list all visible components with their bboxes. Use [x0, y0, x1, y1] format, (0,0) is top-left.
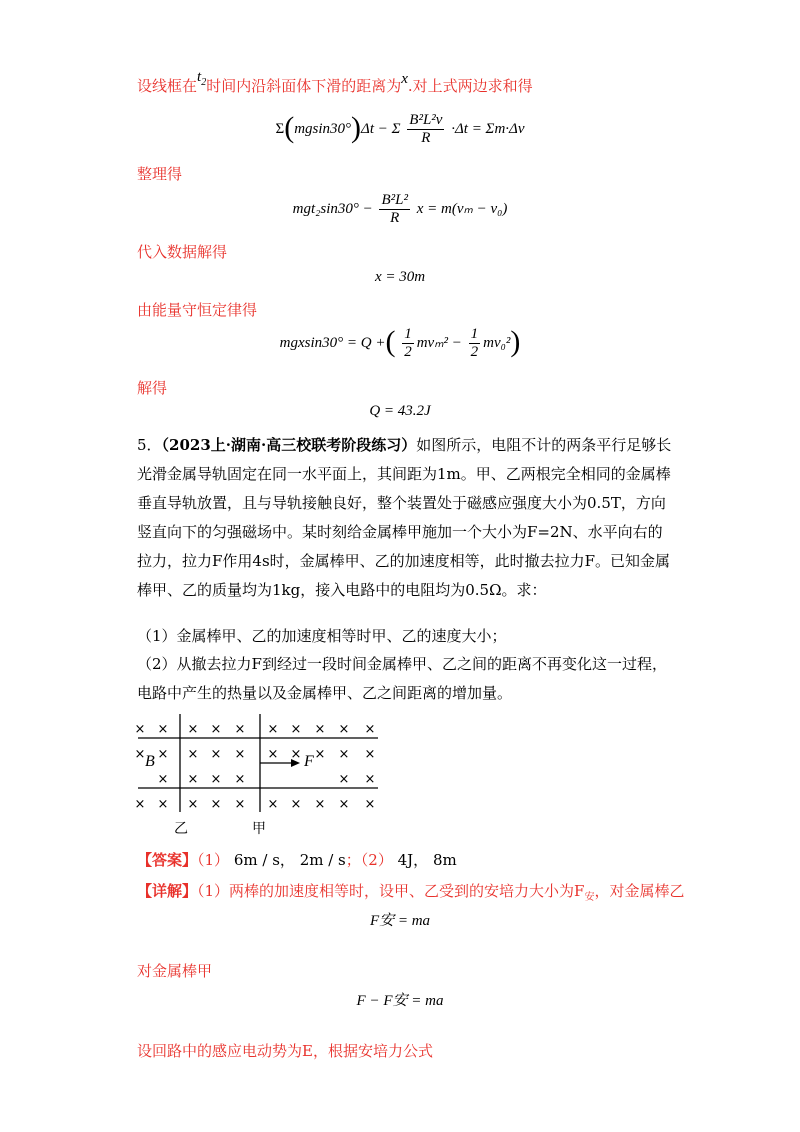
label-rod-yi: 乙 [174, 821, 188, 837]
question-1: （1）金属棒甲、乙的加速度相等时甲、乙的速度大小； [137, 627, 507, 645]
energy-label: 由能量守恒定律得 [137, 301, 258, 319]
intro-text-1: 设线框在 [137, 77, 198, 95]
var-x: x [401, 71, 408, 87]
rod-jia-label: 对金属棒甲 [137, 962, 213, 980]
answer-d: 8m [432, 851, 457, 869]
equation-7: F − F安 = ma [356, 993, 444, 1009]
equation-1: Σ(mgsin30°)Δt − Σ $\frac{\text{B²L²v}}{R}$ ·Δt = Σm·Δv [275, 110, 525, 146]
intro-text-3: .对上式两边求和得 [407, 77, 533, 95]
field-cross: × [267, 797, 279, 812]
eq1-sigma: Σ [275, 120, 285, 137]
eq2-denominator: R [390, 210, 400, 226]
eq4-half-den: 2 [404, 344, 412, 360]
field-cross: × [314, 722, 326, 737]
field-cross: × [134, 797, 146, 812]
field-cross: × [210, 722, 222, 737]
field-cross: × [267, 747, 279, 762]
eq1-dt: Δt − Σ [361, 120, 401, 137]
substitute-label: 代入数据解得 [137, 243, 228, 261]
problem-source: （2023上·湖南·高三校联考阶段练习） [161, 436, 417, 454]
answer-v2: 2m / s [299, 851, 346, 869]
field-cross: × [290, 747, 302, 762]
answer-line [137, 850, 457, 870]
field-cross: × [314, 797, 326, 812]
answer-v1: 6m / s [233, 851, 280, 869]
field-cross: × [364, 722, 376, 737]
eq2-numerator: B²L² [381, 192, 408, 208]
answer-tag: 【答案】 [137, 851, 198, 869]
field-cross: × [338, 797, 350, 812]
label-B: B [145, 753, 155, 770]
field-cross: × [187, 772, 199, 787]
eq4-half-den-2: 2 [470, 344, 479, 360]
field-cross: × [364, 772, 376, 787]
solve-label: 解得 [137, 379, 168, 397]
eq1-right: ·Δt = Σm·Δv [451, 120, 525, 137]
detail-text: （1）两棒的加速度相等时，设甲、乙受到的安培力大小为F [197, 882, 585, 900]
problem-text: 如图所示，电阻不计的两条平行足够长光滑金属导轨固定在同一水平面上，其间距为1m。甲、乙两根完全相同的金属棒垂直导轨放置，且与导轨接触良好，整个装置处于磁感应强度大小为0.5T，方向竖直向下的匀强磁场中。某时刻给金属棒甲施加一个大小为F=2N、水平向右的拉力，拉力F作用4s时，金属棒甲、乙的加速度相等，此时撤去拉力F。已知金属棒甲、乙的质量均为1kg，接入电路中的电阻均为0.5Ω。求： [137, 436, 672, 599]
answer-semi: ； [345, 851, 361, 869]
eq4-half-num-2: 1 [470, 326, 479, 342]
last-line: 设回路中的感应电动势为E，根据安培力公式 [137, 1042, 433, 1060]
answer-sep: ， [279, 851, 295, 869]
intro-text-2: 时间内沿斜面体下滑的距离为 [206, 77, 402, 95]
problem-number: 5． [137, 436, 162, 454]
detail-tail: ，对金属棒乙 [594, 882, 685, 900]
field-cross: × [157, 722, 169, 737]
eq4-half-num: 1 [404, 326, 412, 342]
field-cross: × [234, 772, 246, 787]
field-cross: × [187, 747, 199, 762]
equation-2 [0, 192, 800, 227]
detail-sub: 安 [584, 892, 595, 903]
tidy-label: 整理得 [137, 165, 183, 183]
field-cross: × [338, 747, 350, 762]
eq4-term2: mv₀² [483, 334, 511, 351]
question-2: （2）从撤去拉力F到经过一段时间金属棒甲、乙之间的距离不再变化这一过程，电路中产生的热量以及金属棒甲、乙之间距离的增加量。 [137, 655, 667, 702]
field-cross: × [210, 747, 222, 762]
field-cross: × [338, 772, 350, 787]
var-t-sub: 2 [201, 77, 207, 88]
eq2-right: x = m(vₘ − v₀) [416, 200, 508, 217]
answer-p1: （1） [197, 851, 230, 869]
field-cross: × [187, 722, 199, 737]
eq1-numerator: B²L²v [409, 112, 443, 128]
field-cross: × [234, 797, 246, 812]
field-cross: × [267, 722, 279, 737]
eq2-lead: mgt₂sin30° − [292, 200, 373, 217]
field-cross: × [157, 772, 169, 787]
eq1-denominator: R [421, 130, 431, 146]
var-t: t [197, 69, 202, 85]
eq4-term1: mvₘ² − [416, 334, 462, 351]
eq4-lead: mgxsin30° = Q + [279, 334, 386, 351]
field-cross: × [314, 747, 326, 762]
label-rod-jia: 甲 [252, 821, 266, 837]
label-F: F [304, 753, 314, 770]
field-cross: × [338, 722, 350, 737]
problem-5 [137, 431, 672, 605]
field-cross: × [187, 797, 199, 812]
field-cross: × [364, 747, 376, 762]
field-cross: × [134, 722, 146, 737]
equation-3: x = 30m [374, 269, 426, 285]
field-cross: × [134, 747, 146, 762]
eq1-paren: mgsin30° [294, 120, 352, 137]
field-cross: × [364, 797, 376, 812]
equation-6: F安 = ma [369, 913, 431, 929]
field-cross: × [210, 797, 222, 812]
field-cross: × [157, 747, 169, 762]
equation-4: mgxsin30° = Q +( $\frac{1}{2}$ mvₘ² − $\frac{1}{2}$ mv₀²) [279, 324, 521, 360]
answer-p2: （2） [360, 851, 393, 869]
field-cross: × [234, 722, 246, 737]
detail-line [137, 881, 685, 908]
field-cross: × [290, 722, 302, 737]
detail-tag: 【详解】 [137, 882, 198, 900]
equation-5: Q = 43.2J [369, 403, 431, 419]
field-cross: × [210, 772, 222, 787]
intro-line [137, 69, 533, 103]
answer-q: 4J [397, 851, 414, 869]
field-cross: × [157, 797, 169, 812]
field-cross: × [290, 797, 302, 812]
answer-sep2: ， [413, 851, 429, 869]
field-cross: × [234, 747, 246, 762]
